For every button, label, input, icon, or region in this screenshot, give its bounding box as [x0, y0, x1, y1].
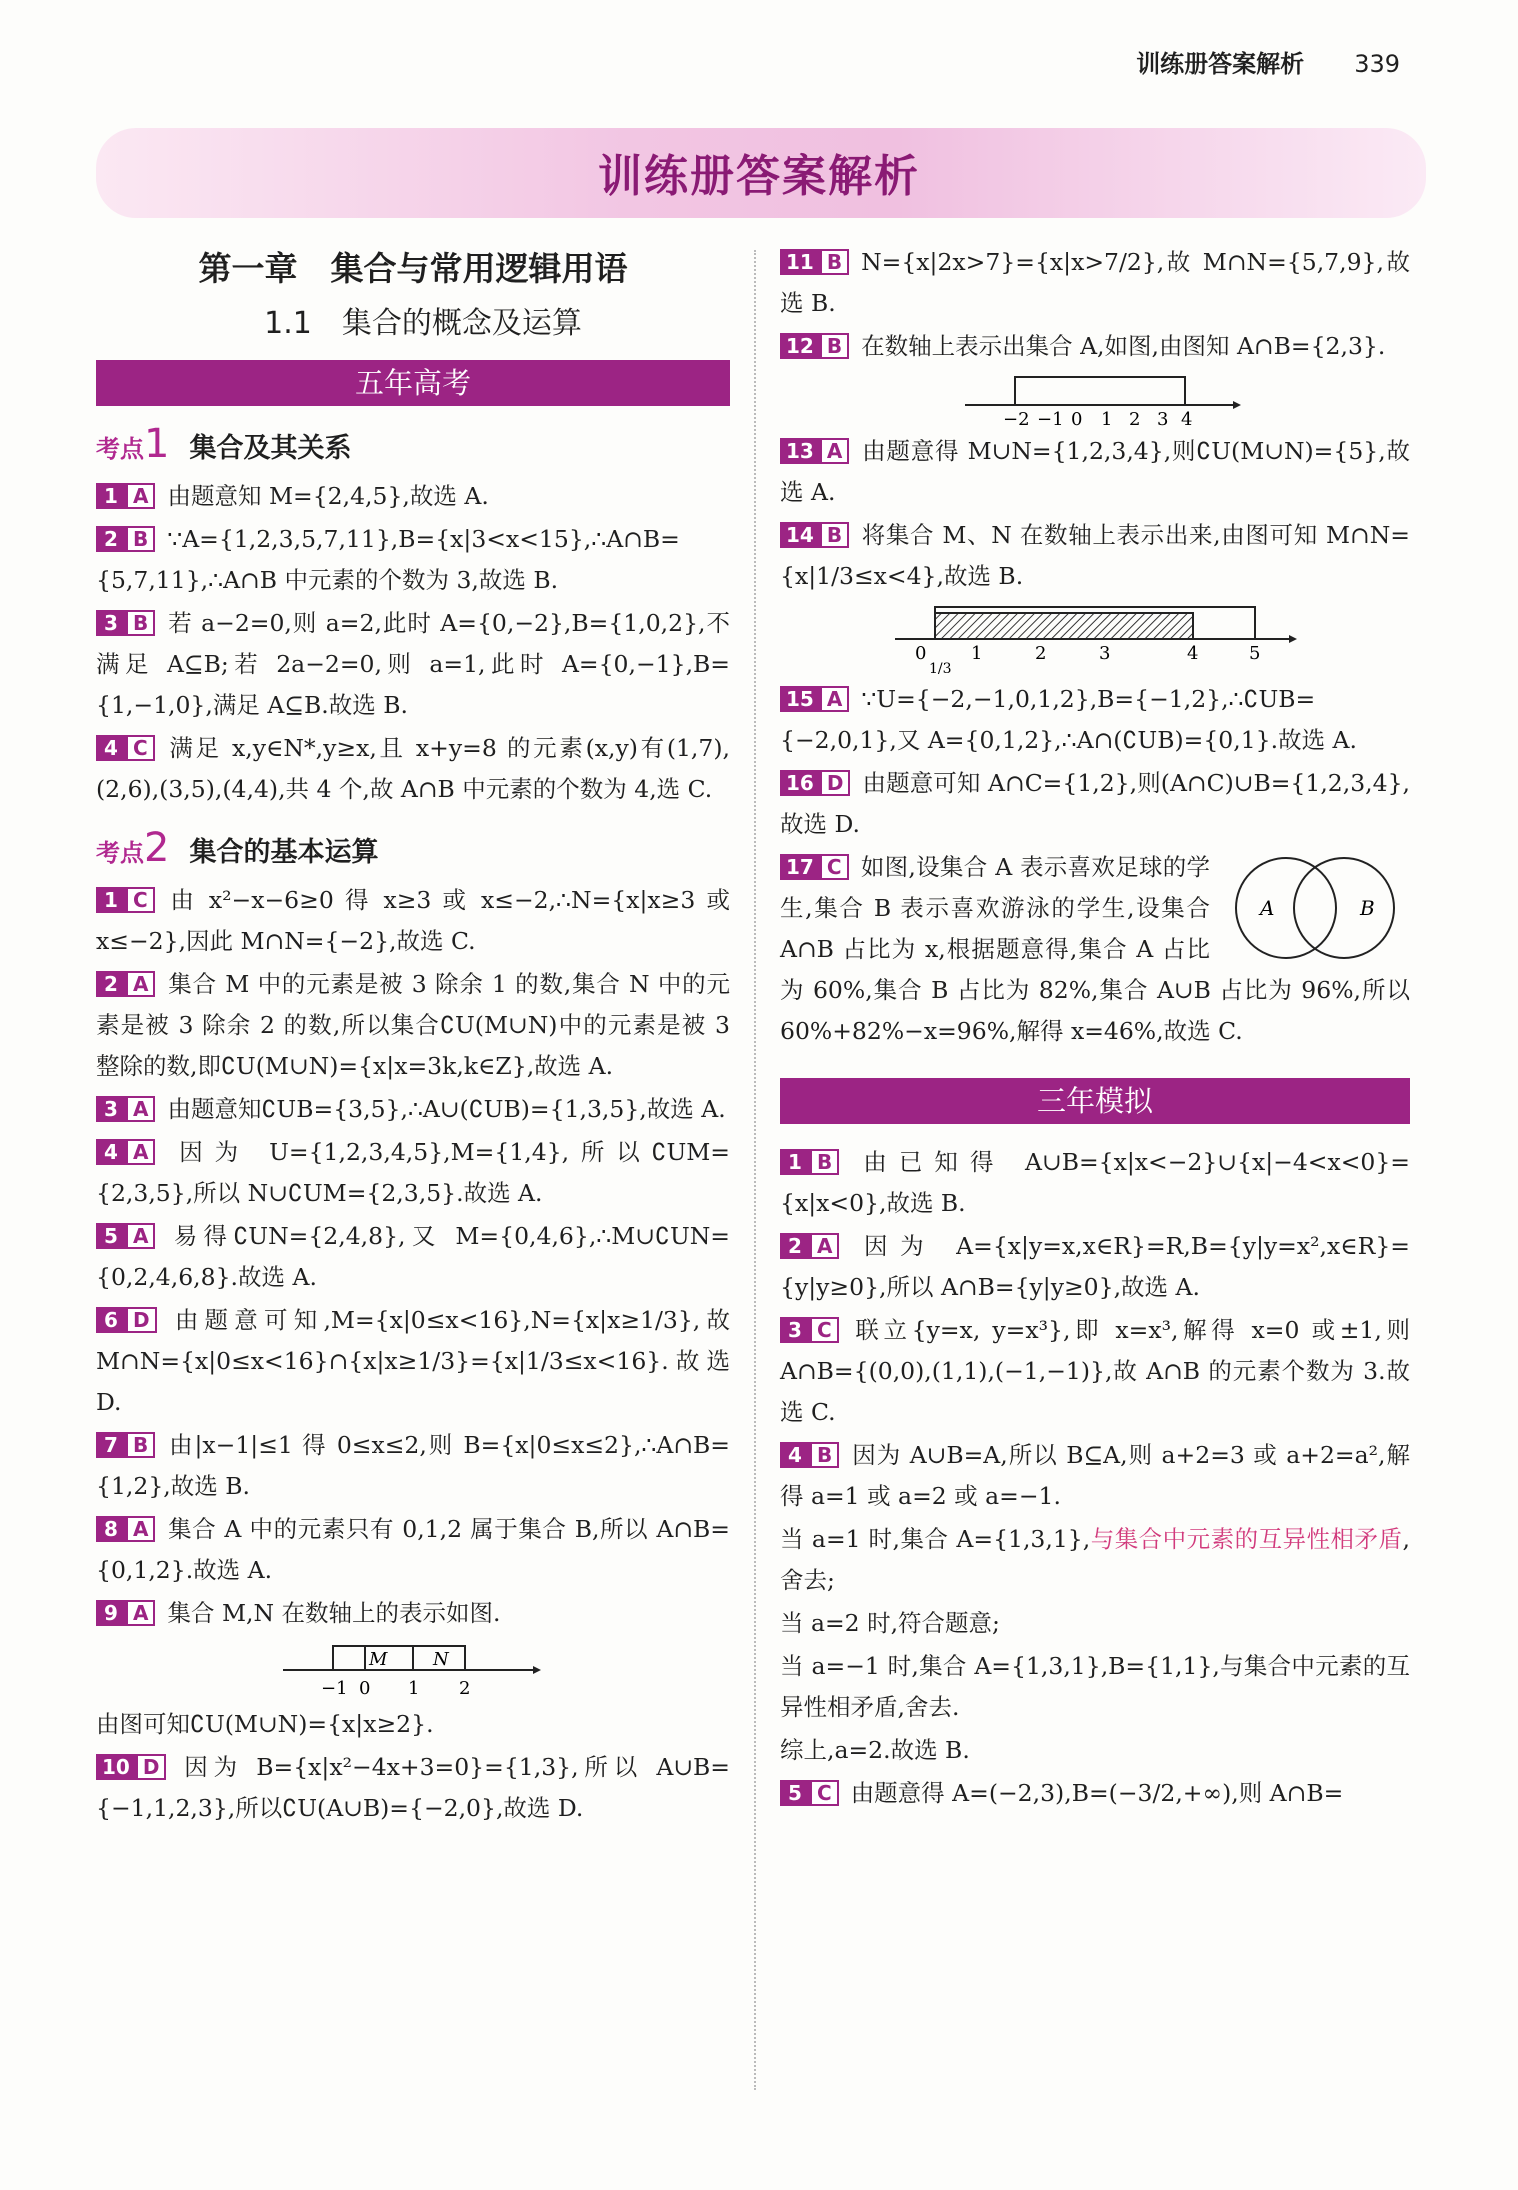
answer-item: [96, 1132, 730, 1214]
answer-badge: 3 B: [96, 610, 155, 636]
fig9-tick: 2: [459, 1678, 471, 1699]
chapter-title: 第一章 集合与常用逻辑用语: [198, 249, 628, 288]
five-year-bar: 五年高考: [96, 360, 730, 406]
answer-text: 如图,设集合 A 表示喜欢足球的学生,集合 B 表示喜欢游泳的学生,设集合 A∩B 占比为 x,根据题意得,集合 A 占比为 60%,集合 B 占比为 82%,集合 A∪B 占比为 96%,所以 60%+82%−x=96%,解得 x=46%,故选 C.: [780, 853, 1410, 1045]
kd2-list: [96, 880, 730, 1634]
answer-item: [96, 964, 730, 1087]
answer-text: 因为 A∪B=A,所以 B⊆A,则 a+2=3 或 a+2=a²,解得 a=1 或 a=2 或 a=−1.: [780, 1441, 1410, 1510]
answer-item: [780, 515, 1410, 597]
answer-text: ∵A={1,2,3,5,7,11},B={x|3<x<15},∴A∩B={5,7,11},∴A∩B 中元素的个数为 3,故选 B.: [96, 525, 680, 594]
answer-badge: 5 C: [780, 1780, 839, 1806]
answer-item: [780, 1310, 1410, 1433]
answer-item: [96, 1089, 730, 1130]
answer-text: 集合 M 中的元素是被 3 除余 1 的数,集合 N 中的元素是被 3 除余 2 的数,所以集合∁U(M∪N)中的元素是被 3 整除的数,即∁U(M∪N)={x|x=3k,k∈Z},故选 A.: [96, 970, 730, 1080]
fig14-tick: 3: [1099, 643, 1111, 664]
answer-item: [780, 1142, 1410, 1224]
kd-prefix: 考点: [96, 435, 144, 463]
kd-number: 2: [144, 825, 170, 871]
answer-badge: 15 A: [780, 686, 849, 712]
answer-item: [96, 1300, 730, 1423]
answer-item: [780, 1226, 1410, 1308]
fig14-tick: 4: [1187, 643, 1199, 664]
answer-item: [780, 326, 1410, 367]
fig14-tick: 1: [971, 643, 983, 664]
fig12-tick: 3: [1157, 409, 1169, 427]
kd-prefix: 考点: [96, 839, 144, 867]
answer-badge: 7 B: [96, 1432, 155, 1458]
kd1-list: [96, 476, 730, 810]
answer-text: 因为 U={1,2,3,4,5},M={1,4},所以∁UM={2,3,5},所以 N∪∁UM={2,3,5}.故选 A.: [96, 1138, 730, 1207]
fig12-tick: 0: [1071, 409, 1083, 427]
running-header: [1136, 44, 1400, 79]
answer-badge: 2 B: [96, 526, 155, 552]
answer-item: [780, 1435, 1410, 1517]
answer-text: 在数轴上表示出集合 A,如图,由图知 A∩B={2,3}.: [861, 332, 1386, 360]
left-column: [96, 240, 730, 1831]
kd1-heading: [96, 421, 730, 470]
answer-text: 由题意知 M={2,4,5},故选 A.: [167, 482, 489, 510]
answer-text-line: 综上,a=2.故选 B.: [780, 1736, 970, 1764]
answer-text: 由题意可知,M={x|0≤x<16},N={x|x≥1/3},故 M∩N={x|0≤x<16}∩{x|x≥1/3}={x|1/3≤x<16}.故选 D.: [96, 1306, 730, 1416]
answer-item: [780, 431, 1410, 513]
answer-item: [780, 242, 1410, 324]
right-column: [780, 240, 1410, 1816]
highlight-text: 与集合中元素的互异性相矛盾: [1090, 1525, 1403, 1553]
answer-badge: 13 A: [780, 438, 849, 464]
answer-text: 集合 M,N 在数轴上的表示如图.: [167, 1599, 501, 1627]
fig14-tick: 5: [1249, 643, 1261, 664]
answer-text: 将集合 M、N 在数轴上表示出来,由图可知 M∩N={x|1/3≤x<4},故选 B.: [780, 521, 1410, 590]
answer-badge: 6 D: [96, 1307, 157, 1333]
answer-text: 若 a−2=0,则 a=2,此时 A={0,−2},B={1,0,2},不满足 A⊆B;若 2a−2=0,则 a=1,此时 A={0,−1},B={1,−1,0},满足 A⊆B.故选 B.: [96, 609, 730, 719]
kd-title: 集合的基本运算: [189, 837, 379, 868]
answer-item: [96, 1509, 730, 1591]
answer-item: [96, 476, 730, 517]
number-line-figure-14: [885, 601, 1305, 675]
answer-item: [96, 519, 730, 601]
kd-title: 集合及其关系: [189, 433, 352, 464]
answer-item: [96, 880, 730, 962]
answer-item: [96, 1593, 730, 1634]
page-number: 339: [1354, 50, 1400, 78]
mock-list: [780, 1142, 1410, 1814]
venn-a-label: A: [1260, 896, 1275, 920]
page-title: 训练册答案解析: [598, 151, 920, 202]
answer-text: 由题意得 A=(−2,3),B=(−3/2,+∞),则 A∩B=: [850, 1779, 1344, 1807]
answer-badge: 1 C: [96, 887, 155, 913]
fig12-tick: 2: [1129, 409, 1141, 427]
answer-text-line: 当 a=−1 时,集合 A={1,3,1},B={1,1},与集合中元素的互异性相矛盾,舍去.: [780, 1652, 1410, 1721]
fig9-tick: 0: [359, 1678, 371, 1699]
venn-diagram: [1220, 853, 1410, 963]
answer-text: 易得∁UN={2,4,8},又 M={0,4,6},∴M∪∁UN={0,2,4,6,8}.故选 A.: [96, 1222, 730, 1291]
answer-item: [780, 1773, 1410, 1814]
fig12-tick: 4: [1181, 409, 1193, 427]
answer-item: [96, 603, 730, 726]
running-title: 训练册答案解析: [1136, 50, 1305, 78]
answer-item: [96, 1216, 730, 1298]
item17-block: [780, 847, 1410, 1052]
answer-badge: 2 A: [780, 1233, 839, 1259]
fig9-tick: −1: [321, 1678, 348, 1699]
fig12-tick: −1: [1037, 409, 1064, 427]
answer-text-continued: 由图可知∁U(M∪N)={x|x≥2}.: [96, 1710, 434, 1738]
answer-badge: 2 A: [96, 971, 155, 997]
answer-text: 集合 A 中的元素只有 0,1,2 属于集合 B,所以 A∩B={0,1,2}.故选 A.: [96, 1515, 730, 1584]
answer-text: 由题意得 M∪N={1,2,3,4},则∁U(M∪N)={5},故选 A.: [780, 437, 1410, 506]
kd2-heading: [96, 825, 730, 874]
answer-badge: 16 D: [780, 770, 850, 796]
answer-text: N={x|2x>7}={x|x>7/2},故 M∩N={5,7,9},故选 B.: [780, 248, 1410, 317]
fig14-tick: 0: [915, 643, 927, 664]
venn-b-label: B: [1360, 896, 1375, 920]
answer-badge: 11 B: [780, 249, 849, 275]
fig14-tick: 1/3: [929, 661, 952, 675]
answer-badge: 1 B: [780, 1149, 839, 1175]
answer-badge: 17 C: [780, 854, 849, 880]
column-divider: [754, 250, 756, 2090]
fig9-tick: 1: [408, 1678, 420, 1699]
answer-text: 由题意可知 A∩C={1,2},则(A∩C)∪B={1,2,3,4},故选 D.: [780, 769, 1410, 838]
answer-badge: 10 D: [96, 1754, 166, 1780]
answer-text: 由题意知∁UB={3,5},∴A∪(∁UB)={1,3,5},故选 A.: [167, 1095, 726, 1123]
number-line-figure-12: [945, 371, 1245, 427]
answer-text: 满足 x,y∈N*,y≥x,且 x+y=8 的元素(x,y)有(1,7),(2,6),(3,5),(4,4),共 4 个,故 A∩B 中元素的个数为 4,选 C.: [96, 734, 730, 803]
number-line-figure-9: [283, 1638, 543, 1700]
answer-text-line: 当 a=2 时,符合题意;: [780, 1609, 1000, 1637]
answer-item: [96, 1747, 730, 1829]
answer-text: 因为 A={x|y=x,x∈R}=R,B={y|y=x²,x∈R}={y|y≥0},所以 A∩B={y|y≥0},故选 A.: [780, 1232, 1410, 1301]
answer-text: 因为 B={x|x²−4x+3=0}={1,3},所以 A∪B={−1,1,2,3},所以∁U(A∪B)={−2,0},故选 D.: [96, 1753, 730, 1822]
fig12-tick: 1: [1101, 409, 1113, 427]
answer-badge: 3 C: [780, 1317, 839, 1343]
fig9-m-label: M: [369, 1649, 388, 1670]
answer-text: ∵U={−2,−1,0,1,2},B={−1,2},∴∁UB={−2,0,1},又 A={0,1,2},∴A∩(∁UB)={0,1}.故选 A.: [780, 685, 1357, 754]
answer-item: [96, 1425, 730, 1507]
fig14-tick: 2: [1035, 643, 1047, 664]
answer-badge: 5 A: [96, 1223, 155, 1249]
fig9-n-label: N: [433, 1649, 449, 1670]
answer-badge: 4 A: [96, 1139, 155, 1165]
three-year-bar: 三年模拟: [780, 1078, 1410, 1124]
answer-badge: 14 B: [780, 522, 849, 548]
answer-badge: 8 A: [96, 1516, 155, 1542]
answer-badge: 12 B: [780, 333, 849, 359]
answer-text: 联立{y=x, y=x³},即 x=x³,解得 x=0 或±1,则 A∩B={(0,0),(1,1),(−1,−1)},故 A∩B 的元素个数为 3.故选 C.: [780, 1316, 1410, 1426]
answer-text-line: 当 a=1 时,集合 A={1,3,1},与集合中元素的互异性相矛盾,舍去;: [780, 1525, 1410, 1594]
answer-badge: 4 C: [96, 735, 155, 761]
answer-text: 由已知得 A∪B={x|x<−2}∪{x|−4<x<0}={x|x<0},故选 B.: [780, 1148, 1410, 1217]
answer-text: 由|x−1|≤1 得 0≤x≤2,则 B={x|0≤x≤2},∴A∩B={1,2},故选 B.: [96, 1431, 730, 1500]
section-title: 1.1 集合的概念及运算: [264, 306, 582, 341]
answer-text: 由 x²−x−6≥0 得 x≥3 或 x≤−2,∴N={x|x≥3 或 x≤−2},因此 M∩N={−2},故选 C.: [96, 886, 730, 955]
answer-badge: 1 A: [96, 483, 155, 509]
answer-item: [780, 763, 1410, 845]
kd-number: 1: [144, 421, 170, 467]
answer-badge: 4 B: [780, 1442, 839, 1468]
fig12-tick: −2: [1003, 409, 1030, 427]
answer-badge: 3 A: [96, 1096, 155, 1122]
answer-item: [96, 728, 730, 810]
answer-badge: 9 A: [96, 1600, 155, 1626]
answer-item: [780, 679, 1410, 761]
